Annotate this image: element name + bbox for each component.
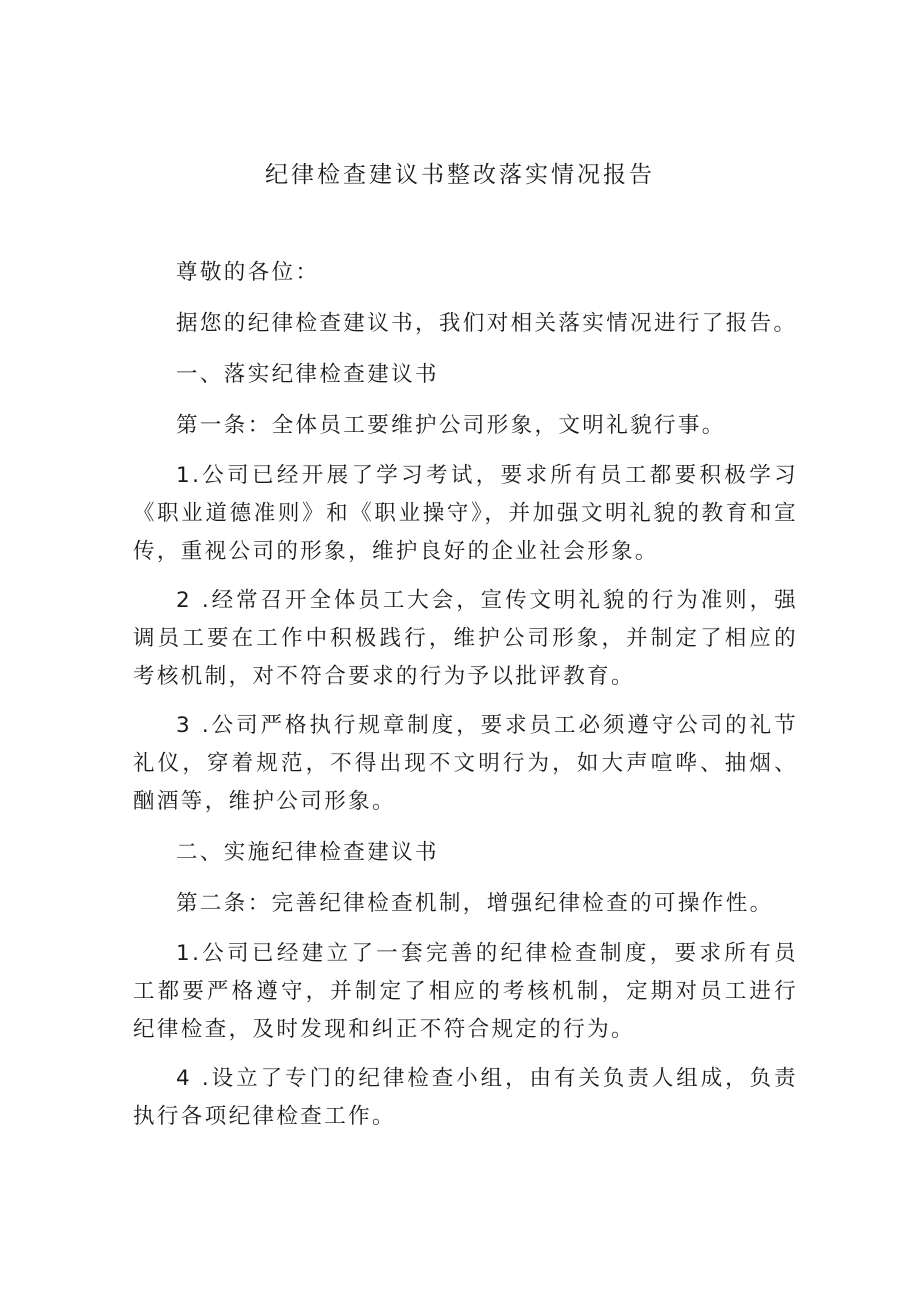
article-one: 第一条：全体员工要维护公司形象，文明礼貌行事。 [176, 413, 726, 438]
article-two: 第二条：完善纪律检查机制，增强纪律检查的可操作性。 [176, 891, 774, 916]
section-one-item-1: 1.公司已经开展了学习考试，要求所有员工都要积极学习《职业道德准则》和《职业操守》，并加强文明礼貌的教育和宣传，重视公司的形象，维护良好的企业社会形象。 [133, 463, 798, 564]
salutation: 尊敬的各位： [176, 260, 320, 285]
section-two-item-2: 4 .设立了专门的纪律检查小组，由有关负责人组成，负责执行各项纪律检查工作。 [133, 1066, 798, 1129]
document-body [133, 254, 798, 1136]
document-title: 纪律检查建议书整改落实情况报告 [265, 162, 655, 188]
section-one-item-3: 3 .公司严格执行规章制度，要求员工必须遵守公司的礼节礼仪，穿着规范，不得出现不文明行为，如大声喧哗、抽烟、酗酒等，维护公司形象。 [133, 713, 798, 814]
section-one-item-2: 2 .经常召开全体员工大会，宣传文明礼貌的行为准则，强调员工要在工作中积极践行，维护公司形象，并制定了相应的考核机制，对不符合要求的行为予以批评教育。 [133, 588, 798, 689]
section-one-heading: 一、落实纪律检查建议书 [176, 362, 439, 387]
section-two-item-1: 1.公司已经建立了一套完善的纪律检查制度，要求所有员工都要严格遵守，并制定了相应的考核机制，定期对员工进行纪律检查，及时发现和纠正不符合规定的行为。 [133, 941, 798, 1042]
section-two-heading: 二、实施纪律检查建议书 [176, 840, 439, 865]
intro-paragraph: 据您的纪律检查建议书，我们对相关落实情况进行了报告。 [176, 311, 798, 336]
